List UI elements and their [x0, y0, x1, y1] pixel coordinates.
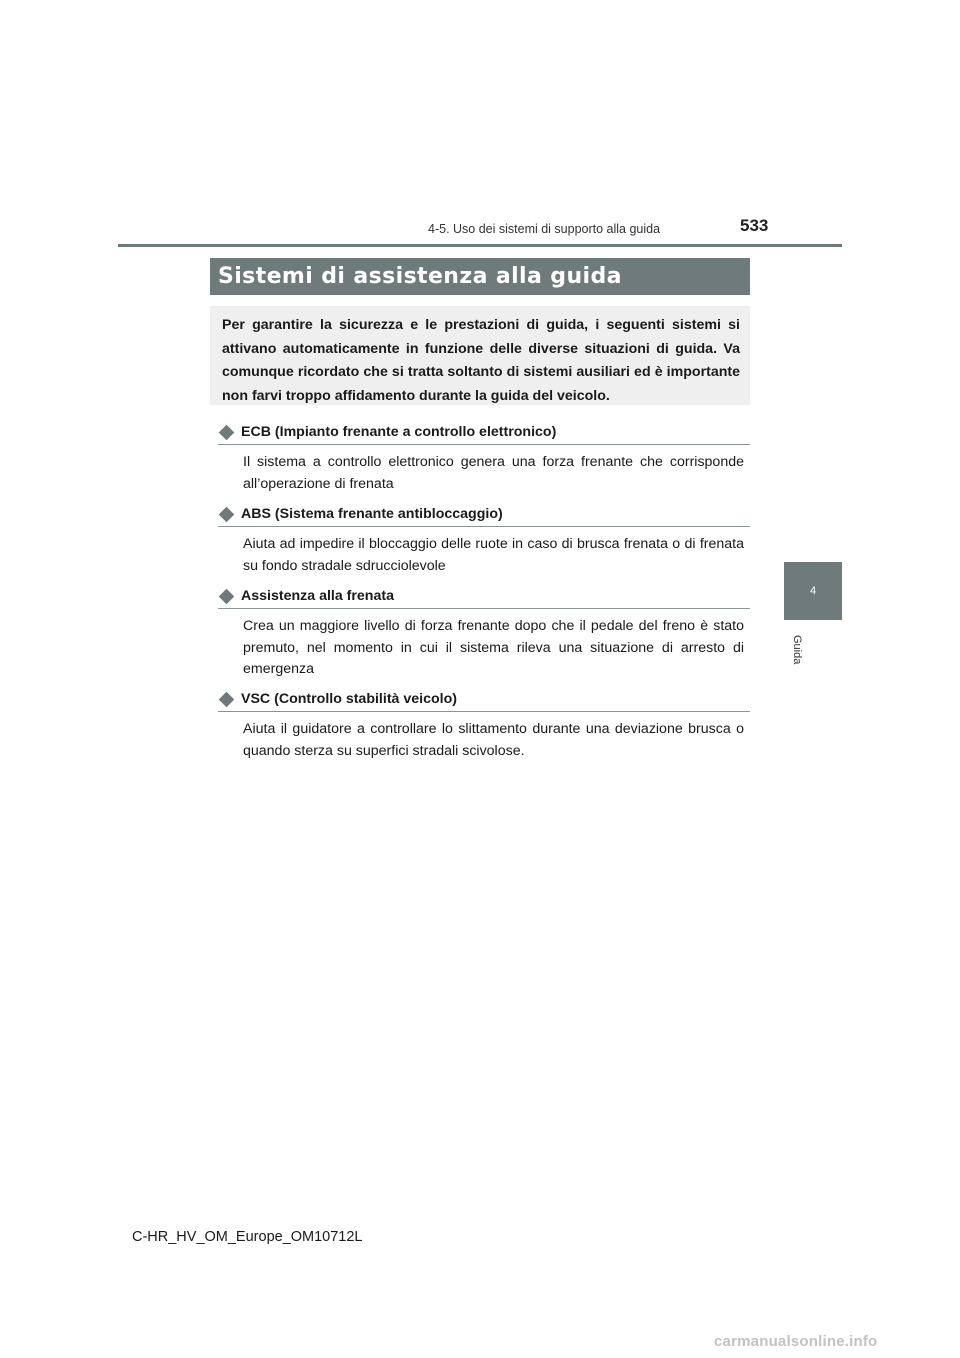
- section-heading: [218, 420, 750, 445]
- section-heading-text: ECB (Impianto frenante a controllo elettronico): [241, 424, 557, 440]
- title-bar: [210, 258, 750, 295]
- header-section-title: 4-5. Uso dei sistemi di supporto alla guida: [428, 222, 661, 236]
- section-heading-text: ABS (Sistema frenante antibloccaggio): [241, 506, 503, 522]
- chapter-label: Guida: [791, 635, 803, 665]
- section-body: Crea un maggiore livello di forza frenante dopo che il pedale del freno è stato premuto, nel momento in cui il sistema rileva una situazione di arresto di emergenza: [243, 618, 744, 677]
- chapter-tab: [784, 562, 842, 620]
- section-heading: [218, 687, 750, 712]
- diamond-bullet-icon: [219, 691, 235, 707]
- page-number: 533: [740, 216, 769, 235]
- header-rule: [118, 244, 842, 247]
- section-abs: [218, 502, 750, 577]
- page-title: Sistemi di assistenza alla guida: [218, 264, 622, 289]
- section-vsc: [218, 687, 750, 762]
- section-ecb: [218, 420, 750, 495]
- diamond-bullet-icon: [219, 506, 235, 522]
- intro-text: Per garantire la sicurezza e le prestazioni di guida, i seguenti sistemi si attivano automaticamente in funzione delle diverse situazioni di guida. Va comunque ricordato che si tratta soltanto di sistemi ausiliari ed è importante non farvi troppo affidamento durante la guida del veicolo.: [222, 317, 740, 404]
- section-body: Aiuta il guidatore a controllare lo slittamento durante una deviazione brusca o quando sterza su superfici stradali scivolose.: [243, 721, 744, 759]
- footer-doc-code: C-HR_HV_OM_Europe_OM10712L: [132, 1229, 363, 1245]
- section-heading: [218, 584, 750, 609]
- section-brake-assist: [218, 584, 750, 681]
- chapter-number: 4: [809, 585, 817, 597]
- watermark: carmanualsonline.info: [714, 1333, 878, 1350]
- section-body: Aiuta ad impedire il bloccaggio delle ruote in caso di brusca frenata o di frenata su fondo stradale sdrucciolevole: [243, 536, 744, 574]
- intro-box: [210, 306, 750, 405]
- section-body: Il sistema a controllo elettronico genera una forza frenante che corrisponde all’operazione di frenata: [243, 454, 744, 492]
- diamond-bullet-icon: [219, 424, 235, 440]
- section-heading-text: VSC (Controllo stabilità veicolo): [241, 691, 457, 707]
- diamond-bullet-icon: [219, 588, 235, 604]
- section-heading-text: Assistenza alla frenata: [241, 588, 394, 604]
- section-heading: [218, 502, 750, 527]
